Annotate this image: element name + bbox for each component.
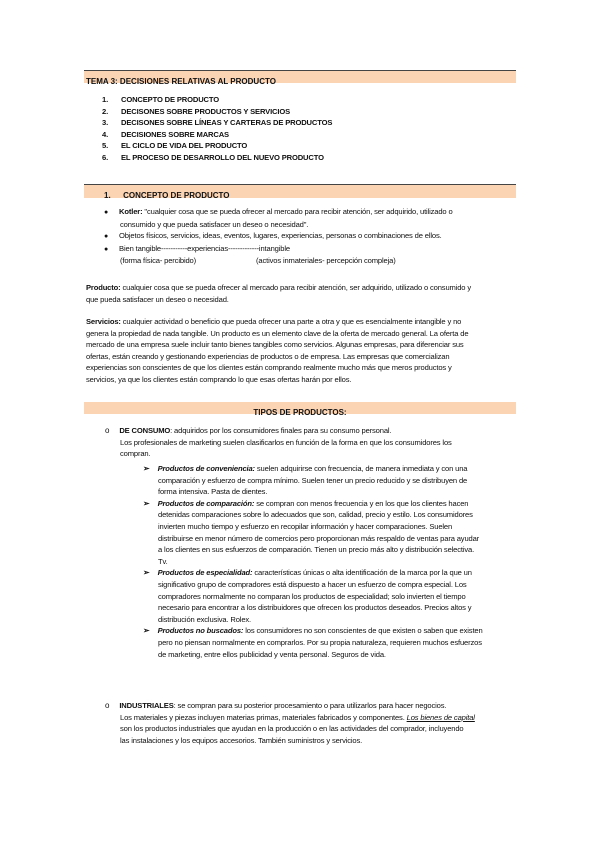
arrow-bullet-icon: ➢	[143, 568, 150, 578]
bullet-icon: ●	[104, 209, 109, 216]
circle-bullet-icon: o	[105, 701, 110, 710]
title-bar	[84, 70, 516, 86]
arrow-bullet-icon: ➢	[143, 464, 150, 473]
subitem-conveniencia: ➢ Productos de conveniencia: suelen adquirirse con frecuencia, de manera inmediata y con una comparación y esfuerzo de compra mínimo. Suelen tener un precio reducido y se distribuyen de forma intensiva. Pasta de dientes.	[143, 464, 468, 497]
consumo-subitems	[143, 463, 483, 660]
list-item: ● Bien tangible-----------experiencias-------------intangible	[104, 243, 290, 253]
arrow-bullet-icon: ➢	[143, 498, 150, 508]
subitem-especialidad: ➢ Productos de especialidad: características únicas o alta identificación de la marca por la que un significativo grupo de compradores está dispuesto a hacer un esfuerzo de compra especial. Los compradores normalmente no comparan los productos de especialidad; solo invierten el tiempo necesario para encontrar a los distribuidores que ofrecen los productos deseados. Precios altos y distribución exclusiva. Rolex.	[143, 568, 472, 624]
index-item: 2. DECISONES SOBRE PRODUCTOS Y SERVICIOS	[102, 106, 291, 116]
subitem-comparacion: ➢ Productos de comparación: se compran con menos frecuencia y en los que los clientes hacen detenidas comparaciones sobre lo adecuados que son, calidad, precio y estilo. Los consumidores invierten mucho tiempo y esfuerzo en recopilar información y hacer comparaciones. Suelen distribuirse en menor número de comercios pero proporcionan más respaldo de ventas para ayudar a los clientes en sus esfuerzos de comparación. Tienen un precio más alto y distribución selectiva. Tv.	[143, 498, 480, 566]
list-item-cont: consumido y que pueda satisfacer un deseo o necesidad".	[120, 219, 309, 229]
index-item: 5. EL CICLO DE VIDA DEL PRODUCTO	[102, 141, 248, 151]
index-item: 6. EL PROCESO DE DESARROLLO DEL NUEVO PRODUCTO	[102, 152, 324, 162]
section-number: 1.	[104, 191, 111, 200]
subitem-no-buscados: ➢ Productos no buscados: los consumidores no son conscientes de que existen o saben que existen pero no piensan normalmente en comprarlos. Por su propia naturaleza, requieren muchos esfuerzos de marketing, entre ellos publicidad y venta personal. Seguros de vida.	[143, 626, 483, 659]
servicios-paragraph: Servicios: cualquier actividad o beneficio que pueda ofrecer una parte a otra y que es esencialmente intangible y no genera la propiedad de nada tangible. Un producto es un elemento clave de la oferta de mercado general. La oferta de mercado de una empresa suele incluir tanto bienes tangibles como servicios. Algunas empresas, para diferenciar sus ofertas, están creando y gestionando experiencias de productos o de empresa. Las empresas que comercializan experiencias son conscientes de que los clientes están comprando realmente mucho más que meros productos y servicios, ya que los clientes están comprando lo que esas ofertas harán por ellos.	[86, 317, 469, 384]
index-item: 4. DECISIONES SOBRE MARCAS	[102, 129, 229, 139]
section-heading: CONCEPTO DE PRODUCTO	[123, 191, 230, 200]
circle-bullet-icon: o	[105, 426, 110, 435]
list-item: ● Kotler: "cualquier cosa que se pueda ofrecer al mercado para recibir atención, ser adquirido, utilizado o	[104, 207, 453, 216]
section-heading-bar	[84, 184, 516, 198]
consumo-block: o DE CONSUMO: adquiridos por los consumidores finales para su consumo personal. Los profesionales de marketing suelen clasificarlos en función de la forma en que los consumidores los compran.	[105, 426, 452, 459]
bullet-icon: ●	[104, 245, 109, 253]
arrow-bullet-icon: ➢	[143, 626, 150, 636]
producto-paragraph: Producto: cualquier cosa que se pueda ofrecer al mercado para recibir atención, ser adquirido, utilizado o consumido y que pueda satisfacer un deseo o necesidad.	[86, 283, 471, 304]
index-item: 3. DECISONES SOBRE LÍNEAS Y CARTERAS DE PRODUCTOS	[102, 118, 333, 128]
list-item-cont: (forma física- percibido) (activos inmateriales- percepción compleja)	[120, 256, 396, 266]
bullet-icon: ●	[104, 233, 109, 241]
bienes-capital-link: Los bienes de capital	[406, 712, 475, 722]
tipos-heading-bar	[84, 402, 516, 417]
list-item: ● Objetos físicos, servicios, ideas, eventos, lugares, experiencias, personas o combinaciones de ellos.	[104, 231, 442, 241]
document-title: TEMA 3: DECISIONES RELATIVAS AL PRODUCTO	[86, 77, 276, 86]
index-item: 1. CONCEPTO DE PRODUCTO	[102, 95, 219, 104]
tipos-heading: TIPOS DE PRODUCTOS:	[253, 408, 347, 417]
index-list	[102, 94, 332, 164]
industriales-block: o INDUSTRIALES: se compran para su posterior procesamiento o para utilizarlos para hacer negocios. Los materiales y piezas incluyen materias primas, materiales fabricados y componentes. Los bienes de capital son los productos industriales que ayudan en la producción o en las actividades del comprador, incluyendo las instalaciones y los equipos accesorios. También suministros y servicios.	[105, 701, 475, 745]
bullet-list	[104, 206, 453, 267]
